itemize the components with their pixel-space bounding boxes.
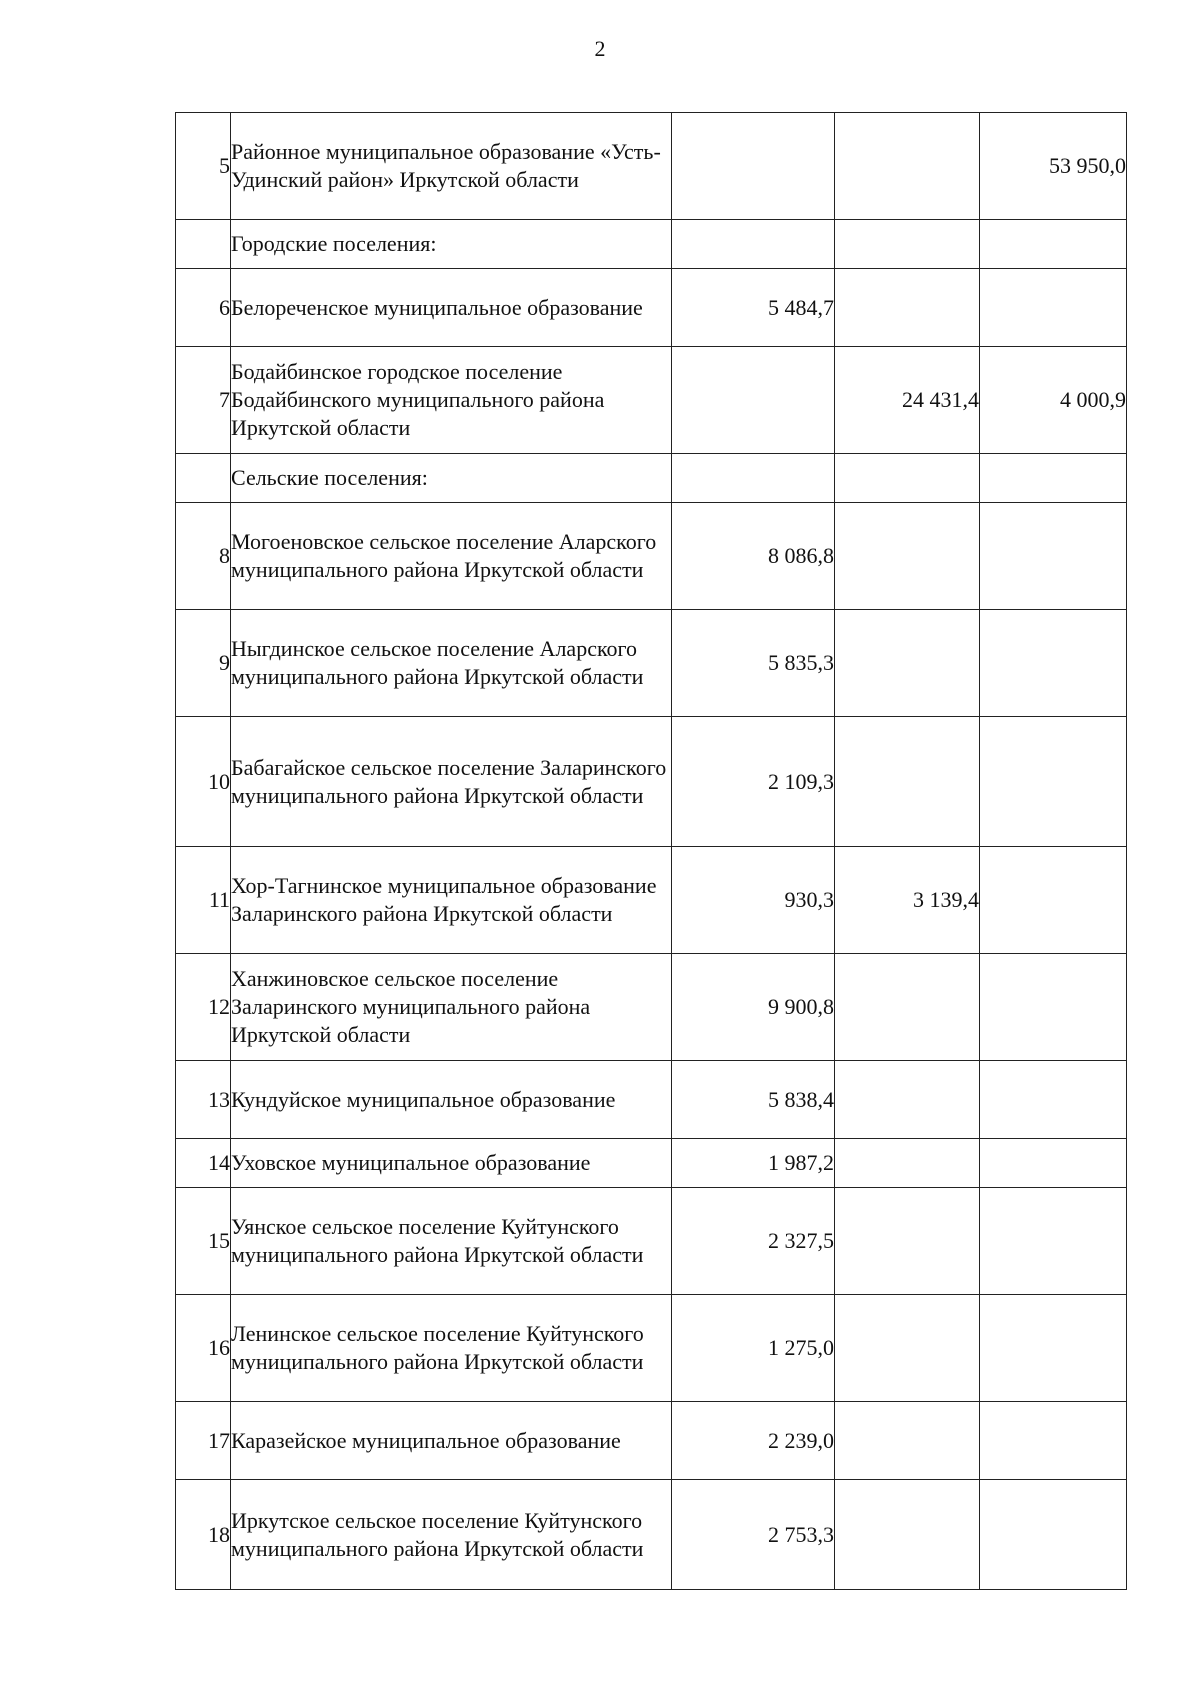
table-row	[176, 503, 1127, 610]
value-cell-2	[835, 113, 980, 220]
value-cell-3	[980, 1188, 1127, 1295]
table-row	[176, 1402, 1127, 1480]
value-cell-1	[672, 113, 835, 220]
table-row	[176, 847, 1127, 954]
row-number: 13	[176, 1061, 231, 1139]
value-cell-1: 1 987,2	[672, 1139, 835, 1188]
value-cell-2	[835, 717, 980, 847]
value-cell-2	[835, 454, 980, 503]
value-cell-3	[980, 503, 1127, 610]
value-cell-2	[835, 1480, 980, 1590]
value-cell-3	[980, 1295, 1127, 1402]
value-cell-2	[835, 1402, 980, 1480]
row-number	[176, 220, 231, 269]
value-cell-1: 5 838,4	[672, 1061, 835, 1139]
section-heading: Сельские поселения:	[231, 454, 672, 503]
entity-name: Иркутское сельское поселение Куйтунского муниципального района Иркутской области	[231, 1480, 672, 1590]
row-number: 9	[176, 610, 231, 717]
entity-name: Уянское сельское поселение Куйтунского муниципального района Иркутской области	[231, 1188, 672, 1295]
row-number: 14	[176, 1139, 231, 1188]
value-cell-3	[980, 1480, 1127, 1590]
entity-name: Каразейское муниципальное образование	[231, 1402, 672, 1480]
table-row	[176, 1480, 1127, 1590]
entity-name: Уховское муниципальное образование	[231, 1139, 672, 1188]
value-cell-3	[980, 847, 1127, 954]
value-cell-1: 9 900,8	[672, 954, 835, 1061]
value-cell-3	[980, 717, 1127, 847]
value-cell-1: 2 109,3	[672, 717, 835, 847]
row-number: 11	[176, 847, 231, 954]
value-cell-1: 2 327,5	[672, 1188, 835, 1295]
section-heading-row	[176, 454, 1127, 503]
value-cell-1	[672, 220, 835, 269]
entity-name: Ханжиновское сельское поселение Заларинского муниципального района Иркутской области	[231, 954, 672, 1061]
entity-name: Кундуйское муниципальное образование	[231, 1061, 672, 1139]
section-heading-row	[176, 220, 1127, 269]
table-row	[176, 113, 1127, 220]
row-number: 16	[176, 1295, 231, 1402]
allocation-table	[175, 112, 1127, 1590]
entity-name: Ныгдинское сельское поселение Аларского муниципального района Иркутской области	[231, 610, 672, 717]
row-number: 5	[176, 113, 231, 220]
value-cell-2	[835, 954, 980, 1061]
table-row	[176, 1139, 1127, 1188]
value-cell-3	[980, 1402, 1127, 1480]
value-cell-1: 2 239,0	[672, 1402, 835, 1480]
value-cell-3	[980, 610, 1127, 717]
value-cell-3: 53 950,0	[980, 113, 1127, 220]
value-cell-3	[980, 1061, 1127, 1139]
entity-name: Бодайбинское городское поселение Бодайбинского муниципального района Иркутской области	[231, 347, 672, 454]
value-cell-3	[980, 954, 1127, 1061]
value-cell-2: 3 139,4	[835, 847, 980, 954]
value-cell-1: 1 275,0	[672, 1295, 835, 1402]
entity-name: Могоеновское сельское поселение Аларского муниципального района Иркутской области	[231, 503, 672, 610]
value-cell-1: 8 086,8	[672, 503, 835, 610]
value-cell-1: 2 753,3	[672, 1480, 835, 1590]
entity-name: Районное муниципальное образование «Усть-Удинский район» Иркутской области	[231, 113, 672, 220]
row-number: 17	[176, 1402, 231, 1480]
row-number: 12	[176, 954, 231, 1061]
entity-name: Хор-Тагнинское муниципальное образование Заларинского района Иркутской области	[231, 847, 672, 954]
row-number: 8	[176, 503, 231, 610]
section-heading: Городские поселения:	[231, 220, 672, 269]
value-cell-3	[980, 1139, 1127, 1188]
table-row	[176, 610, 1127, 717]
value-cell-2	[835, 503, 980, 610]
value-cell-2: 24 431,4	[835, 347, 980, 454]
value-cell-2	[835, 1295, 980, 1402]
value-cell-1: 5 835,3	[672, 610, 835, 717]
value-cell-3: 4 000,9	[980, 347, 1127, 454]
value-cell-3	[980, 454, 1127, 503]
table-row	[176, 1295, 1127, 1402]
entity-name: Белореченское муниципальное образование	[231, 269, 672, 347]
value-cell-2	[835, 269, 980, 347]
table-row	[176, 954, 1127, 1061]
value-cell-3	[980, 269, 1127, 347]
value-cell-2	[835, 1061, 980, 1139]
table-row	[176, 1061, 1127, 1139]
row-number: 6	[176, 269, 231, 347]
value-cell-2	[835, 1188, 980, 1295]
value-cell-1: 5 484,7	[672, 269, 835, 347]
value-cell-2	[835, 610, 980, 717]
table-row	[176, 717, 1127, 847]
row-number: 18	[176, 1480, 231, 1590]
entity-name: Бабагайское сельское поселение Заларинского муниципального района Иркутской области	[231, 717, 672, 847]
value-cell-1: 930,3	[672, 847, 835, 954]
value-cell-3	[980, 220, 1127, 269]
entity-name: Ленинское сельское поселение Куйтунского муниципального района Иркутской области	[231, 1295, 672, 1402]
table-row	[176, 269, 1127, 347]
value-cell-2	[835, 220, 980, 269]
value-cell-1	[672, 454, 835, 503]
row-number: 15	[176, 1188, 231, 1295]
table-row	[176, 1188, 1127, 1295]
table-row	[176, 347, 1127, 454]
row-number: 10	[176, 717, 231, 847]
page-number: 2	[594, 36, 606, 61]
value-cell-2	[835, 1139, 980, 1188]
value-cell-1	[672, 347, 835, 454]
row-number	[176, 454, 231, 503]
row-number: 7	[176, 347, 231, 454]
